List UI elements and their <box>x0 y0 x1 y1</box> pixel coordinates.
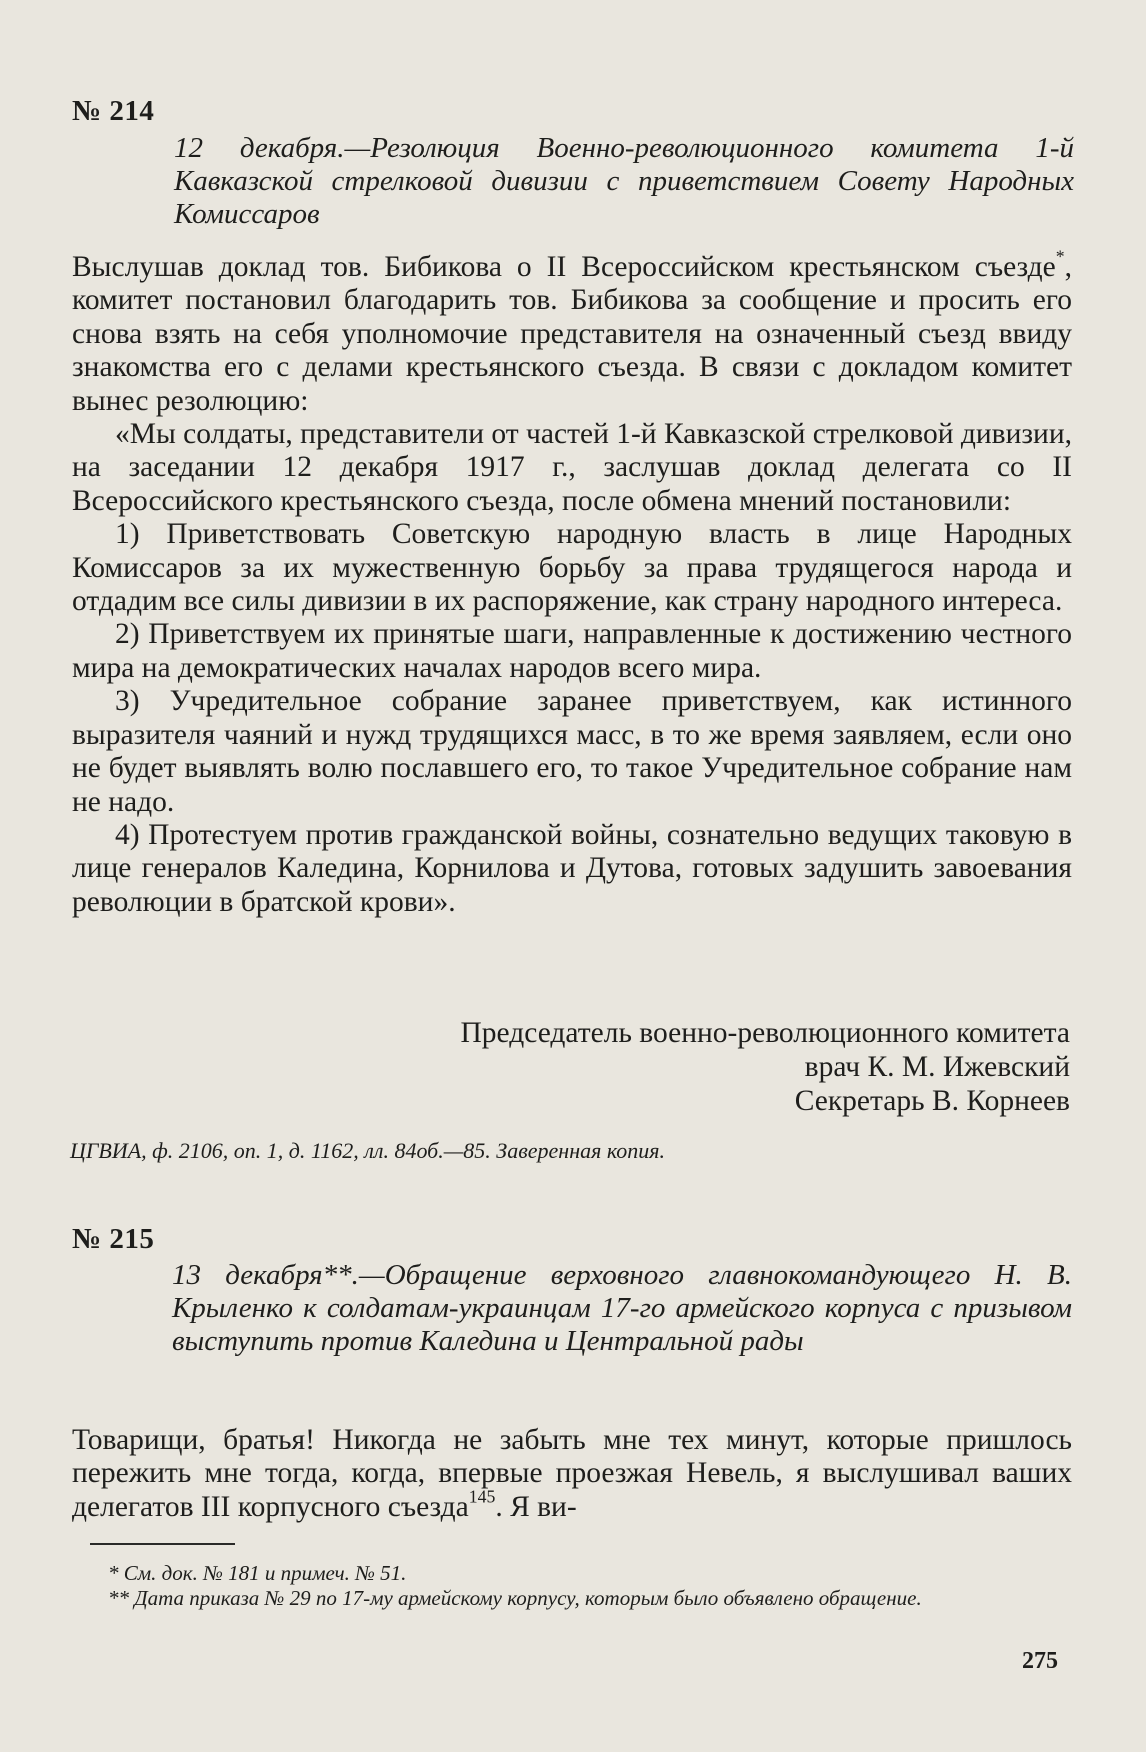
intro-text-b: , комитет постановил благодарить тов. Бибикова за сообщение и просить его снова взять на себя уполномочие представителя на означенный съезд ввиду знакомства его с делами крестьянского съезда. В связи с докладом комитет вынес резолюцию: <box>72 251 1072 417</box>
document-heading-215: 13 декабря**.—Обращение верховного главнокомандующего Н. В. Крыленко к солдатам-украинцам 17-го армейского корпуса с призывом выступить против Каледина и Центральной рады <box>172 1259 1072 1357</box>
document-number-215: № 215 <box>72 1223 155 1255</box>
document-body-215 <box>72 1424 1072 1524</box>
resolution-point-1: 1) Приветствовать Советскую народную власть в лице Народных Комиссаров за их мужественную борьбу за права трудящегося народа и отдадим все силы дивизии в их распоряжение, как страну народного интереса. <box>72 518 1072 618</box>
archive-source-214: ЦГВИА, ф. 2106, оп. 1, д. 1162, лл. 84об.—85. Заверенная копия. <box>70 1138 666 1163</box>
signature-line-secretary: Секретарь В. Корнеев <box>794 1085 1070 1117</box>
intro-text-a: Выслушав доклад тов. Бибикова о II Всероссийском крестьянском съезде <box>72 251 1056 283</box>
resolution-point-2: 2) Приветствуем их принятые шаги, направленные к достижению честного мира на демократических началах народов всего мира. <box>72 618 1072 684</box>
document-body-214 <box>72 246 1072 919</box>
footnotes <box>72 1561 1070 1611</box>
signature-line-chairman-title: Председатель военно-революционного комитета <box>460 1017 1070 1049</box>
page-number: 275 <box>1022 1648 1058 1674</box>
appeal-text-tail: . Я ви- <box>495 1490 577 1523</box>
footnote-2: ** Дата приказа № 29 по 17-му армейскому корпусу, которым было объявлено обращение. <box>108 1586 922 1610</box>
signature-block <box>300 1016 1070 1118</box>
signature-line-chairman-name: врач К. М. Ижевский <box>804 1051 1070 1083</box>
resolution-point-4: 4) Протестуем против гражданской войны, сознательно ведущих таковую в лице генералов Каледина, Корнилова и Дутова, готовых задушить завоевания революции в братской крови». <box>72 818 1072 918</box>
intro-paragraph <box>72 246 1072 418</box>
footnote-marker: * <box>1055 246 1065 267</box>
document-heading-214: 12 декабря.—Резолюция Военно-революционного комитета 1-й Кавказской стрелковой дивизии с приветствием Совету Народных Комиссаров <box>174 132 1074 230</box>
quote-intro-paragraph: «Мы солдаты, представители от частей 1-й Кавказской стрелковой дивизии, на заседании 12 декабря 1917 г., заслушав доклад делегата со II Всероссийского крестьянского съезда, после обмена мнений постановили: <box>72 418 1072 517</box>
footnote-divider <box>90 1543 235 1545</box>
document-number-214: № 214 <box>72 95 155 127</box>
appeal-paragraph <box>72 1424 1072 1524</box>
footnote-1: * См. док. № 181 и примеч. № 51. <box>108 1561 407 1585</box>
appeal-text: Товарищи, братья! Никогда не забыть мне тех минут, которые пришлось пережить мне тогда, когда, впервые проезжая Невель, я выслушивал ваших делегатов III корпусного съезда <box>72 1424 1072 1523</box>
resolution-point-3: 3) Учредительное собрание заранее приветствуем, как истинного выразителя чаяний и нужд трудящихся масс, в то же время заявляем, если оно не будет выявлять волю пославшего его, то такое Учредительное собрание нам не надо. <box>72 685 1072 818</box>
note-reference: 145 <box>468 1486 496 1507</box>
